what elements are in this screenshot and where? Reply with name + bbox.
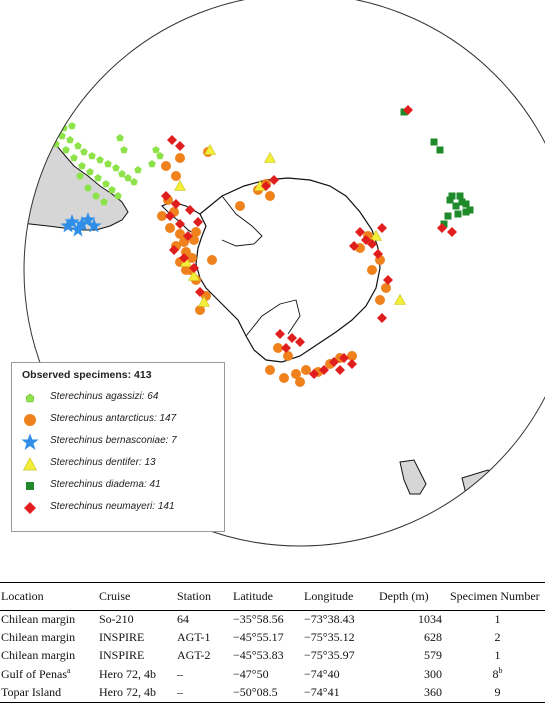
pentagon-marker [134, 166, 142, 173]
pentagon-marker [114, 192, 122, 199]
pentagon-marker [52, 116, 60, 123]
square-marker [431, 139, 438, 146]
cell-cruise: So-210 [99, 612, 134, 626]
cell-station: – [177, 666, 183, 681]
cell-latitude: −50°08.5 [233, 685, 278, 699]
cell-location: Chilean margin [1, 648, 76, 662]
header-longitude: Longitude [304, 589, 354, 603]
circle-marker [235, 201, 245, 211]
pentagon-marker [68, 122, 76, 129]
cell-latitude: −47°50 [233, 666, 269, 681]
legend-item-diadema [16, 477, 224, 495]
cell-longitude: −74°41 [304, 685, 340, 699]
cell-latitude: −35°58.56 [233, 612, 284, 626]
pentagon-marker [152, 146, 160, 153]
pentagon-marker [70, 154, 78, 161]
legend-label-neumayeri: Sterechinus neumayeri: 141 [50, 501, 175, 512]
pentagon-marker [112, 164, 120, 171]
table-row [0, 684, 545, 703]
circle-marker [165, 223, 175, 233]
cell-longitude: −74°40 [304, 666, 340, 681]
cell-depth: 300 [424, 666, 442, 681]
pentagon-marker [94, 174, 102, 181]
pentagon-marker [36, 126, 44, 133]
diamond-marker [167, 135, 177, 145]
pentagon-marker [26, 394, 34, 402]
cell-station: 64 [177, 612, 189, 626]
antarctica-landmass [196, 178, 380, 362]
pentagon-marker [78, 162, 86, 169]
diamond-marker [377, 313, 387, 323]
table-row [0, 647, 545, 665]
pentagon-marker [118, 170, 126, 177]
pentagon-marker [148, 160, 156, 167]
pentagon-marker [96, 156, 104, 163]
legend-label-bernasconiae: Sterechinus bernasconiae: 7 [50, 435, 177, 446]
cell-longitude: −73°38.43 [304, 612, 355, 626]
cell-cruise: INSPIRE [99, 630, 145, 644]
diamond-marker [175, 141, 185, 151]
cell-specimen-number: 2 [494, 630, 501, 644]
pentagon-marker [44, 130, 52, 137]
cell-depth: 628 [424, 630, 442, 644]
legend-label-diadema: Sterechinus diadema: 41 [50, 479, 161, 490]
header-specimen-number: Specimen Number [450, 589, 540, 603]
circle-marker [175, 153, 185, 163]
triangle-marker [395, 295, 406, 305]
table-header-row [0, 583, 545, 611]
triangle-marker [175, 181, 186, 191]
star-marker [22, 434, 39, 451]
tasmania-landmass [426, 522, 474, 560]
pentagon-marker [66, 136, 74, 143]
diamond-marker [24, 502, 36, 514]
circle-marker [207, 255, 217, 265]
circle-marker [381, 283, 391, 293]
legend-item-antarcticus [16, 411, 224, 429]
cell-depth: 1034 [418, 612, 442, 626]
cell-location: Gulf of Penas$^a$ [1, 666, 71, 681]
pentagon-marker [62, 146, 70, 153]
table-row [0, 665, 545, 684]
diamond-marker [377, 223, 387, 233]
square-marker [437, 147, 444, 154]
header-cruise: Cruise [99, 589, 131, 603]
square-marker [463, 201, 470, 208]
circle-marker [375, 295, 385, 305]
pentagon-marker [102, 180, 110, 187]
pentagon-marker [86, 168, 94, 175]
diamond-marker [193, 217, 203, 227]
legend-item-dentifer [16, 455, 224, 473]
diamond-marker [447, 227, 457, 237]
square-marker [445, 213, 452, 220]
cell-depth: 579 [424, 648, 442, 662]
circle-marker [161, 161, 171, 171]
circle-marker [265, 365, 275, 375]
cell-longitude: −75°35.12 [304, 630, 355, 644]
cell-station: AGT-1 [177, 630, 211, 644]
specimen-table [0, 582, 545, 703]
map-legend [11, 362, 225, 532]
cell-location: Topar Island [1, 685, 62, 699]
square-marker [453, 203, 460, 210]
pentagon-marker [124, 174, 132, 181]
cell-depth: 360 [424, 685, 442, 699]
footnote-marker: b [498, 666, 503, 675]
triangle-marker [265, 153, 276, 163]
square-marker [26, 482, 34, 490]
pentagon-marker [88, 152, 96, 159]
legend-label-dentifer: Sterechinus dentifer: 13 [50, 457, 156, 468]
cell-station: AGT-2 [177, 648, 211, 662]
new-zealand-landmass [400, 460, 512, 560]
circle-marker [279, 373, 289, 383]
pentagon-marker [80, 148, 88, 155]
circle-marker [171, 171, 181, 181]
pentagon-marker [120, 146, 128, 153]
header-depth: Depth (m) [379, 589, 429, 603]
cell-cruise: Hero 72, 4b [99, 666, 156, 681]
table-row [0, 629, 545, 647]
circle-marker [295, 377, 305, 387]
circle-marker [24, 414, 36, 426]
pentagon-marker [116, 134, 124, 141]
legend-label-antarcticus: Sterechinus antarcticus: 147 [50, 413, 177, 424]
circle-marker [283, 351, 293, 361]
cell-location: Chilean margin [1, 612, 76, 626]
square-marker [467, 207, 474, 214]
square-marker [449, 193, 456, 200]
diamond-marker [175, 219, 185, 229]
legend-item-agassizi [16, 389, 224, 407]
cell-specimen-number: 1 [494, 648, 501, 662]
header-latitude: Latitude [233, 589, 273, 603]
pentagon-marker [104, 160, 112, 167]
table-row [0, 611, 545, 630]
header-location: Location [1, 589, 44, 603]
cell-location: Chilean margin [1, 630, 76, 644]
cell-cruise: INSPIRE [99, 648, 145, 662]
diamond-marker [335, 365, 345, 375]
legend-label-agassizi: Sterechinus agassizi: 64 [50, 391, 159, 402]
cell-station: – [177, 685, 183, 699]
legend-item-bernasconiae [16, 433, 224, 451]
pentagon-marker [108, 186, 116, 193]
pentagon-marker [74, 142, 82, 149]
cell-cruise: Hero 72, 4b [99, 685, 156, 699]
legend-title: Observed specimens: 413 [22, 369, 152, 381]
pentagon-marker [130, 178, 138, 185]
legend-item-neumayeri [16, 499, 224, 517]
circle-marker [367, 265, 377, 275]
cell-specimen-number: 8$^b$ [492, 666, 503, 681]
header-station: Station [177, 589, 212, 603]
cell-latitude: −45°55.17 [233, 630, 284, 644]
circle-marker [265, 191, 275, 201]
cell-specimen-number: 9 [494, 685, 501, 699]
footnote-marker: a [67, 666, 71, 675]
star-marker [14, 194, 29, 209]
square-marker [457, 193, 464, 200]
diamond-marker [347, 359, 357, 369]
square-marker [455, 211, 462, 218]
triangle-marker [24, 458, 37, 470]
cell-specimen-number: 1 [494, 612, 501, 626]
cell-latitude: −45°53.83 [233, 648, 284, 662]
cell-longitude: −75°35.97 [304, 648, 355, 662]
